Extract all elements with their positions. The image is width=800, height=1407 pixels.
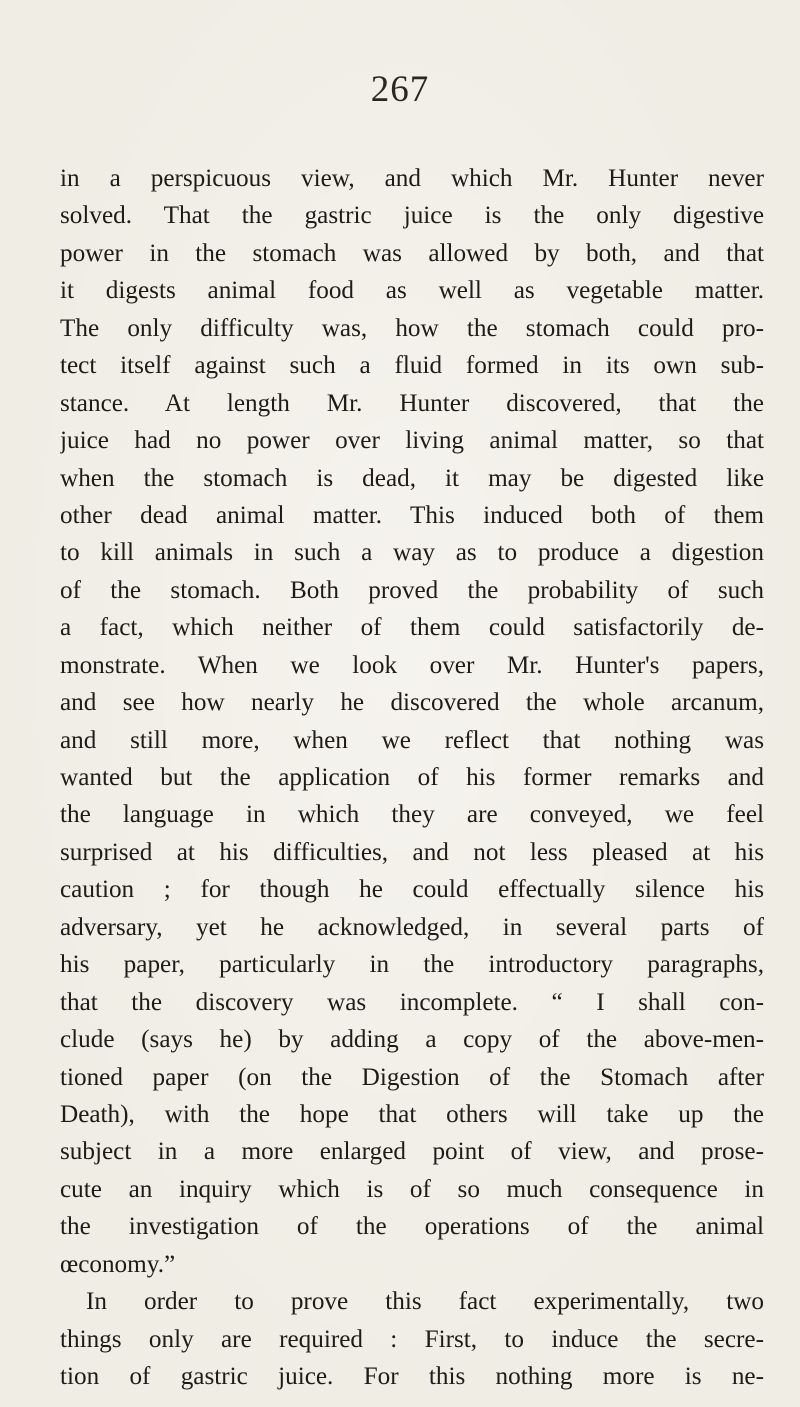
text-line: that the discovery was incomplete. “ I shall con- (60, 988, 764, 1016)
text-line: solved. That the gastric juice is the only digestive (60, 202, 764, 230)
text-line: wanted but the application of his former remarks and (60, 764, 764, 791)
text-line: tion of gastric juice. For this nothing more is ne- (60, 1363, 764, 1390)
text-line: surprised at his difficulties, and not less pleased at his (60, 838, 764, 866)
text-line: and see how nearly he discovered the whole arcanum, (60, 689, 764, 717)
text-line: things only are required : First, to induce the secre- (60, 1325, 764, 1353)
text-line: of the stomach. Both proved the probability of such (60, 576, 764, 604)
text-line: tioned paper (on the Digestion of the Stomach after (60, 1063, 764, 1091)
text-line: in a perspicuous view, and which Mr. Hunter never (60, 165, 764, 192)
text-line: tect itself against such a fluid formed in its own sub- (60, 352, 764, 380)
text-line: it digests animal food as well as vegetable matter. (60, 277, 764, 305)
text-line: caution ; for though he could effectually silence his (60, 876, 764, 904)
text-line: subject in a more enlarged point of view, and prose- (60, 1138, 764, 1166)
text-line: juice had no power over living animal matter, so that (60, 427, 764, 455)
text-line: the language in which they are conveyed, we feel (60, 801, 764, 829)
body-text (60, 160, 764, 1395)
text-line: the investigation of the operations of the animal (60, 1213, 764, 1241)
paragraph-start-line: In order to prove this fact experimentally, two (86, 1288, 764, 1316)
paragraph-end-line: œconomy.” (60, 1250, 176, 1278)
text-line: a fact, which neither of them could satisfactorily de- (60, 614, 764, 642)
text-line: other dead animal matter. This induced both of them (60, 501, 764, 529)
text-line: to kill animals in such a way as to produce a digestion (60, 539, 764, 567)
page-number: 267 (370, 69, 430, 110)
text-line: cute an inquiry which is of so much consequence in (60, 1175, 764, 1203)
text-line: monstrate. When we look over Mr. Hunter's papers, (60, 651, 764, 679)
text-line: and still more, when we reflect that nothing was (60, 726, 764, 754)
text-line: his paper, particularly in the introductory paragraphs, (60, 951, 764, 979)
text-line: stance. At length Mr. Hunter discovered, that the (60, 389, 764, 417)
text-line: when the stomach is dead, it may be digested like (60, 464, 764, 492)
text-line: The only difficulty was, how the stomach could pro- (60, 314, 764, 342)
text-line: power in the stomach was allowed by both, and that (60, 239, 764, 267)
text-line: adversary, yet he acknowledged, in several parts of (60, 913, 764, 941)
text-line: clude (says he) by adding a copy of the above-men- (60, 1026, 764, 1054)
text-line: Death), with the hope that others will take up the (60, 1100, 764, 1128)
